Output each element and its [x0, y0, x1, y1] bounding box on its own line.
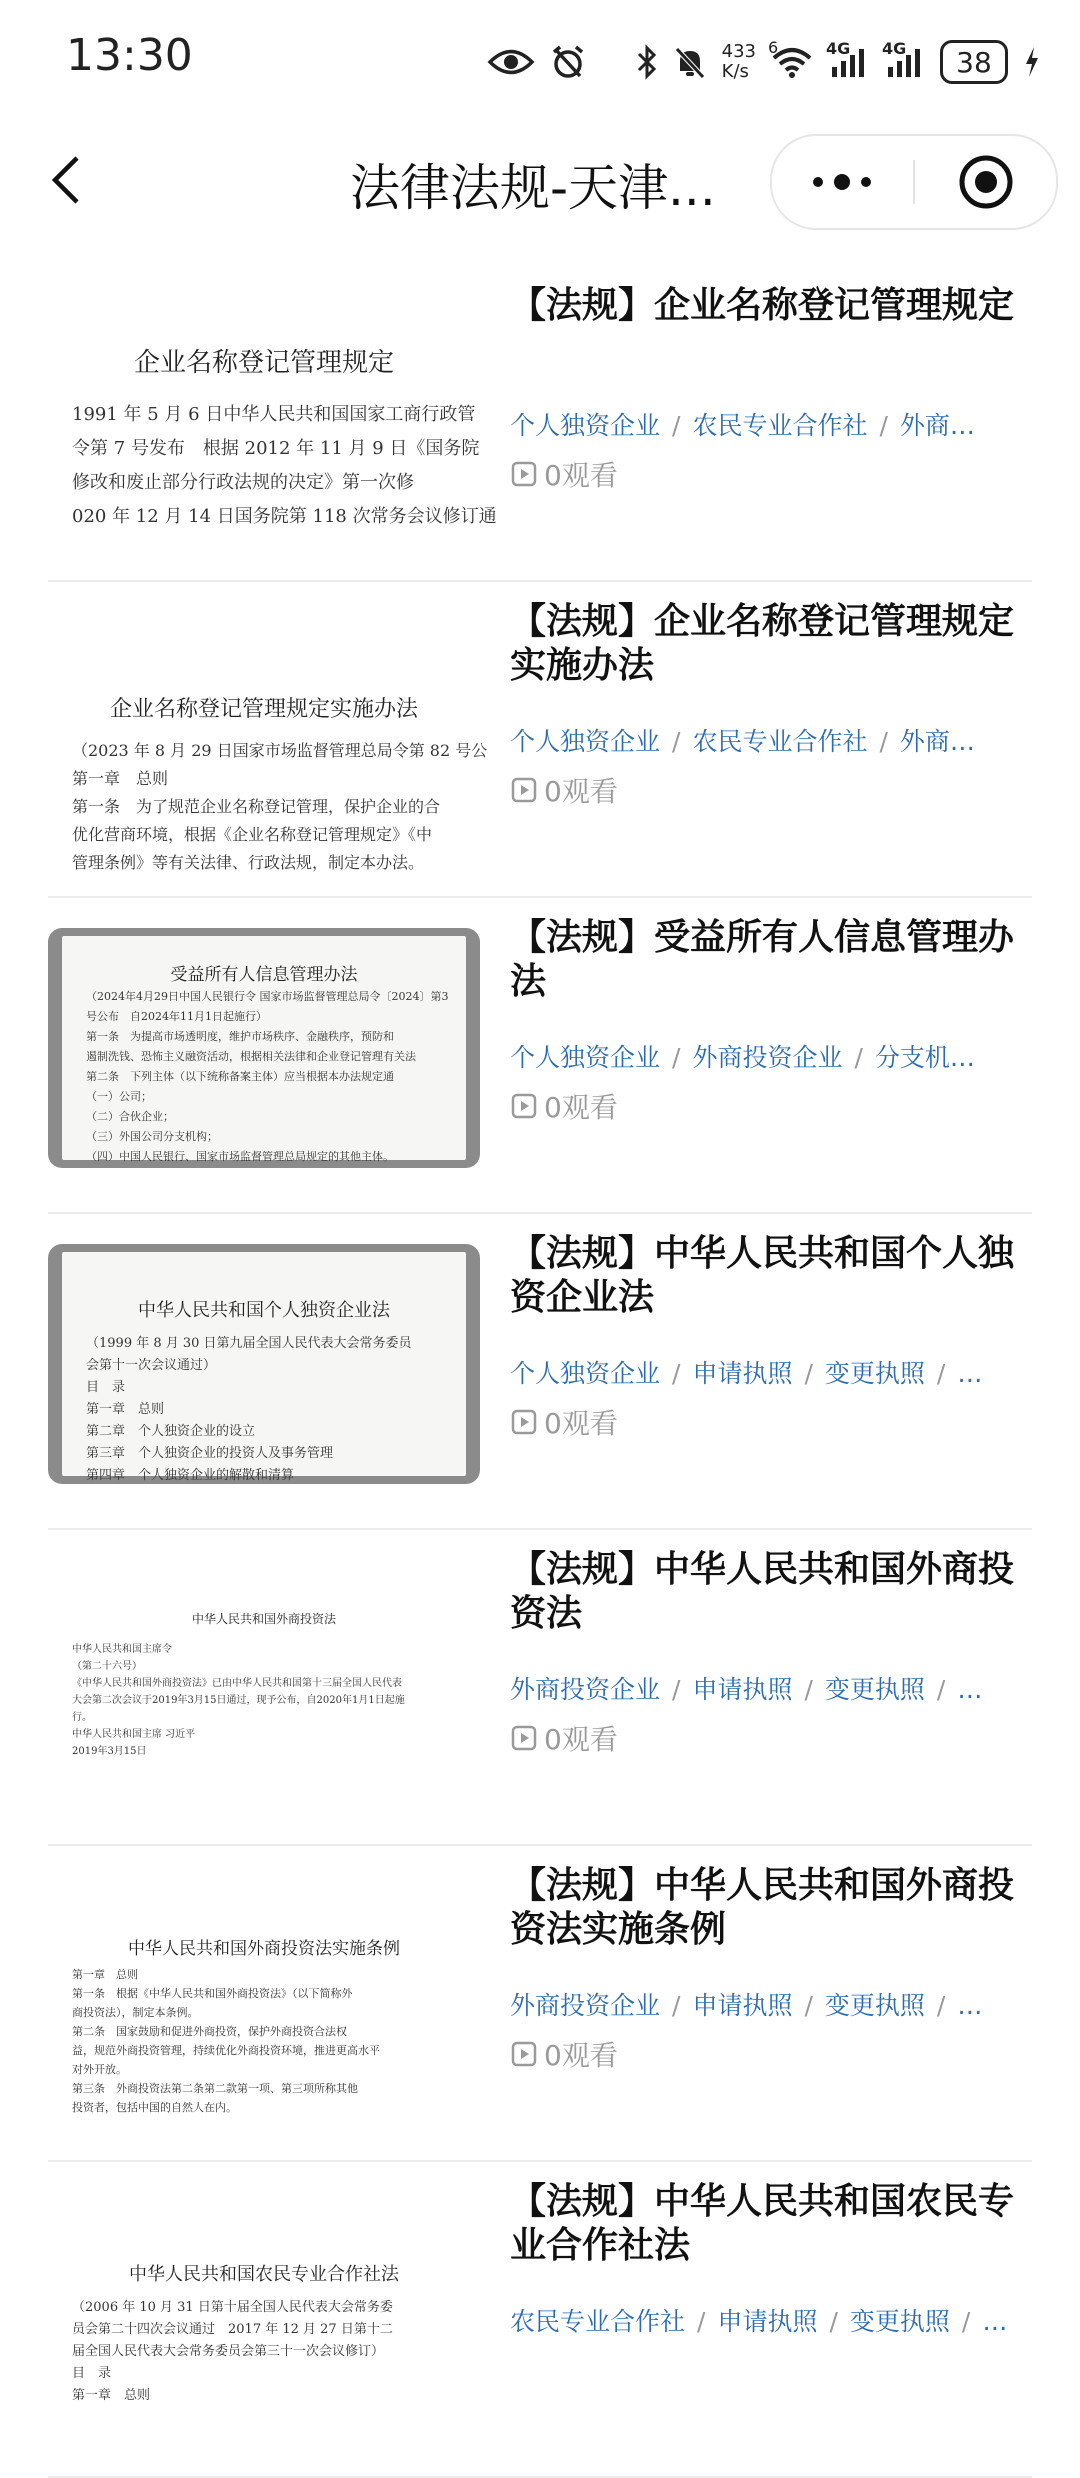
tag-link[interactable]: 申请执照: [692, 1991, 793, 2020]
thumbnail-text-line: 号公布 自2024年11月1日起施行）: [86, 1010, 267, 1023]
thumbnail-text-line: 第一条 为提高市场透明度，维护市场秩序、金融秩序，预防和: [86, 1030, 394, 1043]
thumbnail-text-line: （1999 年 8 月 30 日第九届全国人民代表大会常务委员: [86, 1336, 412, 1351]
tag-separator: /: [961, 2307, 971, 2336]
charging-icon: [1024, 46, 1040, 78]
tag-separator: /: [672, 1359, 681, 1388]
tag-link[interactable]: 个人独资企业: [510, 1359, 661, 1388]
thumbnail-text-line: 益，规范外商投资管理，持续优化外商投资环境，推进更高水平: [72, 2044, 380, 2057]
tag-link[interactable]: 外商投资企业: [510, 1991, 661, 2020]
tag-separator: /: [804, 1675, 813, 1704]
tag-separator: /: [804, 1991, 813, 2020]
thumbnail-text-line: 商投资法），制定本条例。: [72, 2006, 199, 2019]
tag-separator: /: [936, 1991, 946, 2020]
document-thumbnail: [48, 296, 497, 536]
thumbnail-page: [62, 936, 466, 1163]
view-count-text: 0观看: [544, 1091, 618, 1124]
thumbnail-doc-title: 中华人民共和国个人独资企业法: [138, 1300, 390, 1321]
status-bar: [0, 0, 1080, 120]
item-title[interactable]: 【法规】企业名称登记管理规定: [510, 285, 1015, 326]
tag-link[interactable]: 农民专业合作社: [692, 411, 868, 440]
thumbnail-text-line: 第一章 总则: [72, 1968, 138, 1981]
item-content: [510, 1864, 1032, 2074]
alarm-off-icon: [550, 44, 586, 80]
video-play-icon: [510, 1408, 538, 1436]
tag-separator: /: [804, 1359, 813, 1388]
view-count: [510, 1402, 1032, 1442]
tag-link[interactable]: 农民专业合作社: [510, 2307, 686, 2336]
tag-separator: /: [879, 727, 888, 756]
thumbnail-doc-title: 企业名称登记管理规定: [133, 348, 394, 378]
list-item[interactable]: [48, 266, 1032, 582]
thumbnail-text-line: （三）外国公司分支机构；: [86, 1130, 218, 1143]
tag-link[interactable]: 变更执照: [824, 1675, 925, 1704]
wifi-icon: 6: [772, 46, 812, 78]
tag-list: [510, 1038, 1032, 1074]
document-thumbnail: [48, 1876, 480, 2116]
thumbnail-text-line: 第二条 下列主体（以下统称备案主体）应当根据本办法规定通: [86, 1070, 394, 1083]
regulation-list: [48, 266, 1032, 2478]
thumbnail-doc-title: 受益所有人信息管理办法: [170, 965, 358, 985]
thumbnail-text-line: 会第十一次会议通过）: [86, 1358, 217, 1373]
tag-list: [510, 1986, 1032, 2022]
video-play-icon: [510, 1092, 538, 1120]
thumbnail-text-line: 2019年3月15日: [72, 1746, 147, 1757]
thumbnail-text-line: 第一条 根据《中华人民共和国外商投资法》（以下简称外: [72, 1987, 353, 2000]
tag-link[interactable]: 外商投资企业: [510, 1675, 661, 1704]
tag-separator: /: [672, 1043, 681, 1072]
thumbnail-text-line: 行。: [72, 1712, 92, 1723]
mute-bell-icon: [674, 45, 706, 79]
item-content: [510, 600, 1032, 810]
thumbnail-text-line: （2023 年 8 月 29 日国家市场监督管理总局令第 82 号公: [72, 741, 488, 760]
tag-list: [510, 1670, 1032, 1706]
tag-separator: /: [672, 411, 681, 440]
thumbnail-text-line: 令第 7 号发布 根据 2012 年 11 月 9 日《国务院: [72, 438, 480, 459]
tag-link[interactable]: 申请执照: [692, 1359, 793, 1388]
battery-icon: 38: [940, 40, 1008, 84]
thumbnail-text-line: 遏制洗钱、恐怖主义融资活动，根据相关法律和企业登记管理有关法: [86, 1050, 416, 1063]
thumbnail-page: [48, 2192, 480, 2432]
thumbnail-text-line: （第二十六号）: [72, 1661, 142, 1672]
video-play-icon: [510, 776, 538, 804]
item-title[interactable]: 【法规】中华人民共和国外商投资法实施条例: [510, 1865, 1015, 1950]
document-thumbnail: [48, 1560, 480, 1800]
tag-list: [510, 2302, 1032, 2338]
capsule-divider: [913, 160, 915, 204]
item-title[interactable]: 【法规】中华人民共和国个人独资企业法: [510, 1233, 1015, 1318]
view-count-text: 0观看: [544, 1723, 618, 1756]
thumbnail-text-line: 员会第二十四次会议通过 2017 年 12 月 27 日第十二: [72, 2322, 393, 2337]
tag-link[interactable]: 外商…: [899, 727, 975, 756]
tag-link[interactable]: 外商投资企业: [692, 1043, 843, 1072]
ellipsis-icon: [810, 172, 874, 192]
view-count-text: 0观看: [544, 2039, 618, 2072]
thumbnail-text-line: 第二章 个人独资企业的设立: [86, 1424, 256, 1439]
item-title[interactable]: 【法规】受益所有人信息管理办法: [510, 917, 1015, 1002]
item-content: [510, 284, 1032, 494]
tag-link[interactable]: 变更执照: [849, 2307, 950, 2336]
list-item[interactable]: [48, 1846, 1032, 2162]
thumbnail-text-line: （一）公司；: [86, 1090, 152, 1103]
thumbnail-text-line: 第三章 个人独资企业的投资人及事务管理: [86, 1446, 334, 1461]
view-count: [510, 2034, 1032, 2074]
title-bar: [0, 120, 1080, 240]
document-thumbnail: [48, 928, 480, 1168]
tag-link[interactable]: …: [982, 2307, 1008, 2336]
thumbnail-text-line: 《中华人民共和国外商投资法》已由中华人民共和国第十三届全国人民代表: [72, 1678, 402, 1689]
document-thumbnail: [48, 2192, 480, 2432]
item-content: [510, 2180, 1032, 2338]
tag-separator: /: [936, 1675, 946, 1704]
thumbnail-text-line: 第一章 总则: [86, 1402, 165, 1417]
thumbnail-text-line: 第二条 国家鼓励和促进外商投资，保护外商投资合法权: [72, 2025, 347, 2038]
tag-link[interactable]: 个人独资企业: [510, 411, 661, 440]
net-speed: 433 K/s: [721, 41, 756, 82]
thumbnail-text-line: 管理条例》等有关法律、行政法规，制定本办法。: [72, 853, 425, 872]
list-item[interactable]: [48, 1530, 1032, 1846]
page-title: 法律法规-天津...: [350, 159, 716, 217]
cellular-signal-icon: 4G: [828, 45, 868, 79]
clock: 13:30: [66, 30, 193, 81]
thumbnail-text-line: 第一章 总则: [72, 2388, 151, 2403]
close-button[interactable]: [916, 136, 1056, 228]
tag-link[interactable]: 外商…: [899, 411, 975, 440]
tag-separator: /: [672, 1991, 681, 2020]
video-play-icon: [510, 1724, 538, 1752]
thumbnail-text-line: （2024年4月29日中国人民银行令 国家市场监督管理总局令〔2024〕第3: [86, 990, 449, 1003]
tag-link[interactable]: …: [957, 1991, 983, 2020]
view-count: [510, 1086, 1032, 1126]
view-count-text: 0观看: [544, 459, 618, 492]
thumbnail-text-line: 第一章 总则: [72, 769, 169, 788]
thumbnail-doc-title: 中华人民共和国外商投资法: [191, 1612, 336, 1626]
tag-link[interactable]: 个人独资企业: [510, 1043, 661, 1072]
thumbnail-text-line: 020 年 12 月 14 日国务院第 118 次常务会议修订通: [72, 506, 497, 527]
tag-link[interactable]: 申请执照: [692, 1675, 793, 1704]
thumbnail-text-line: 1991 年 5 月 6 日中华人民共和国国家工商行政管: [72, 404, 476, 425]
thumbnail-text-line: 第四章 个人独资企业的解散和清算: [86, 1468, 295, 1483]
thumbnail-text-line: 优化营商环境，根据《企业名称登记管理规定》《中: [72, 825, 433, 844]
list-item[interactable]: [48, 2162, 1032, 2478]
tag-link[interactable]: 变更执照: [824, 1359, 925, 1388]
thumbnail-text-line: 对外开放。: [72, 2063, 127, 2076]
view-count-text: 0观看: [544, 775, 618, 808]
view-count: [510, 454, 1032, 494]
view-count: [510, 1718, 1032, 1758]
thumbnail-page: [48, 1876, 480, 2116]
tag-link[interactable]: 个人独资企业: [510, 727, 661, 756]
thumbnail-page: [48, 296, 497, 536]
tag-list: [510, 1354, 1032, 1390]
thumbnail-text-line: 中华人民共和国主席令: [72, 1644, 172, 1655]
item-title[interactable]: 【法规】中华人民共和国外商投资法: [510, 1549, 1015, 1634]
eye-icon: [488, 47, 534, 77]
list-item[interactable]: [48, 898, 1032, 1214]
thumbnail-doc-title: 中华人民共和国外商投资法实施条例: [128, 1939, 400, 1959]
back-button[interactable]: [36, 144, 96, 216]
thumbnail-text-line: 中华人民共和国主席 习近平: [72, 1729, 196, 1740]
thumbnail-text-line: 大会第二次会议于2019年3月15日通过，现予公布，自2020年1月1日起施: [72, 1695, 405, 1706]
mini-program-capsule: [770, 134, 1058, 230]
tag-list: [510, 722, 1032, 758]
tag-separator: /: [672, 727, 681, 756]
bluetooth-icon: [636, 45, 658, 79]
thumbnail-text-line: 第三条 外商投资法第二条第二款第一项、第三项所称其他: [72, 2082, 358, 2095]
tag-link[interactable]: 申请执照: [717, 2307, 818, 2336]
tag-link[interactable]: …: [957, 1675, 983, 1704]
more-button[interactable]: [772, 136, 912, 228]
thumbnail-text-line: （二）合伙企业；: [86, 1110, 174, 1123]
tag-separator: /: [697, 2307, 706, 2336]
item-title[interactable]: 【法规】企业名称登记管理规定实施办法: [510, 601, 1015, 686]
view-count: [510, 770, 1032, 810]
tag-separator: /: [936, 1359, 946, 1388]
video-play-icon: [510, 2040, 538, 2068]
item-content: [510, 1548, 1032, 1758]
thumbnail-text-line: 第一条 为了规范企业名称登记管理，保护企业的合: [72, 797, 441, 816]
target-close-icon: [958, 154, 1014, 210]
tag-separator: /: [879, 411, 888, 440]
cellular-signal-icon: 4G: [884, 45, 924, 79]
tag-separator: /: [854, 1043, 863, 1072]
view-count-text: 0观看: [544, 1407, 618, 1440]
status-icons: [488, 36, 1040, 88]
thumbnail-page: [62, 1252, 466, 1483]
video-play-icon: [510, 460, 538, 488]
thumbnail-text-line: 修改和废止部分行政法规的决定》第一次修: [72, 472, 414, 493]
thumbnail-page: [48, 1560, 480, 1800]
item-title[interactable]: 【法规】中华人民共和国农民专业合作社法: [510, 2181, 1015, 2266]
thumbnail-text-line: 目 录: [86, 1380, 126, 1395]
list-item[interactable]: [48, 1214, 1032, 1530]
item-content: [510, 916, 1032, 1126]
tag-link[interactable]: …: [957, 1359, 983, 1388]
tag-list: [510, 406, 1032, 442]
thumbnail-doc-title: 企业名称登记管理规定实施办法: [109, 697, 418, 722]
document-thumbnail: [48, 612, 488, 872]
thumbnail-text-line: （2006 年 10 月 31 日第十届全国人民代表大会常务委: [72, 2300, 393, 2315]
thumbnail-text-line: 投资者，包括中国的自然人在内。: [72, 2101, 237, 2114]
thumbnail-page: [48, 612, 488, 872]
list-item[interactable]: [48, 582, 1032, 898]
thumbnail-text-line: 届全国人民代表大会常务委员会第三十一次会议修订）: [72, 2344, 385, 2359]
item-content: [510, 1232, 1032, 1442]
tag-link[interactable]: 农民专业合作社: [692, 727, 868, 756]
tag-separator: /: [672, 1675, 681, 1704]
tag-link[interactable]: 分支机…: [874, 1043, 975, 1072]
tag-separator: /: [829, 2307, 838, 2336]
thumbnail-text-line: 目 录: [72, 2366, 112, 2381]
thumbnail-doc-title: 中华人民共和国农民专业合作社法: [129, 2264, 399, 2285]
chevron-left-icon: [51, 155, 81, 205]
thumbnail-text-line: （四）中国人民银行、国家市场监督管理总局规定的其他主体。: [86, 1150, 394, 1163]
tag-link[interactable]: 变更执照: [824, 1991, 925, 2020]
document-thumbnail: [48, 1244, 480, 1484]
